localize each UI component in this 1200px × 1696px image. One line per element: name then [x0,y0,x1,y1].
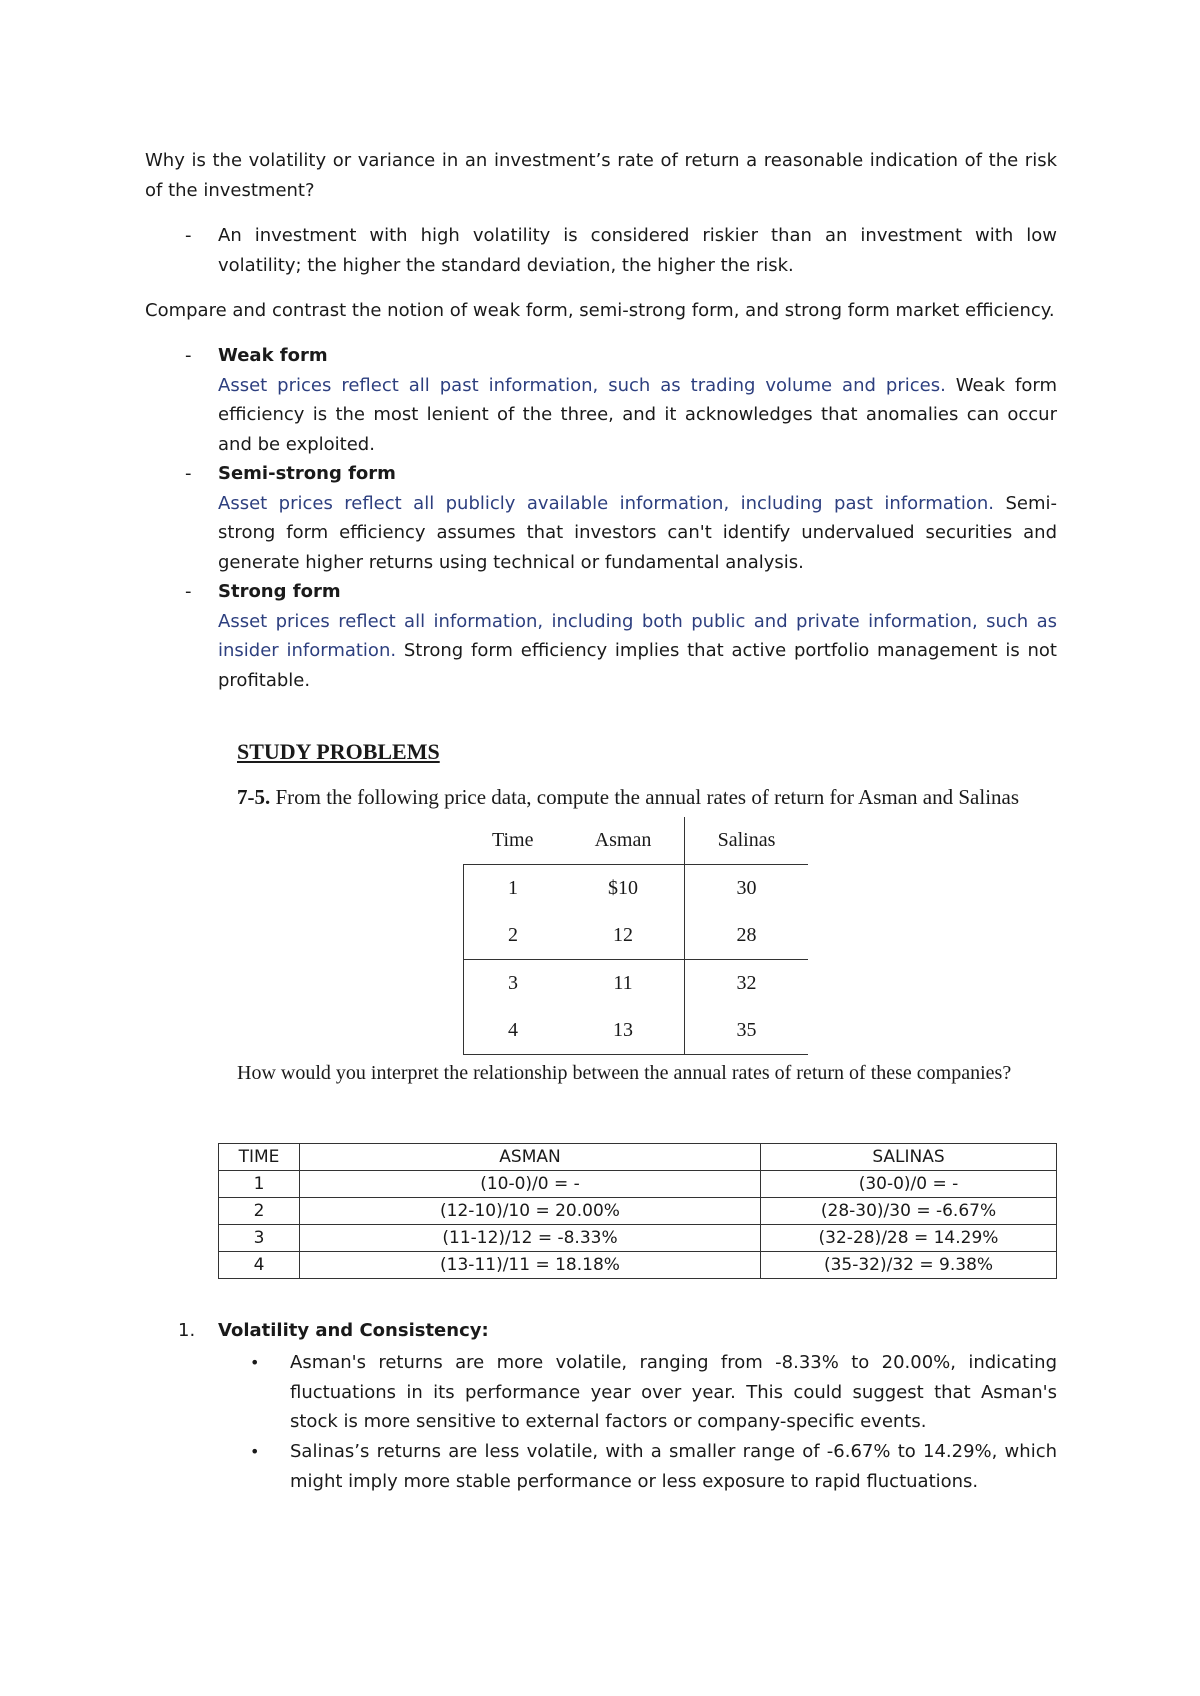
price-cell: $10 [608,877,638,899]
returns-cell: 2 [219,1198,300,1225]
question-market-efficiency: Compare and contrast the notion of weak form, semi-strong form, and strong form market efficiency. [145,300,1055,321]
semi-strong-form-item [218,459,1057,577]
price-cell: 32 [685,960,809,1008]
bullet-marker: • [250,1442,260,1461]
strong-form-text: Strong form efficiency implies that active portfolio management is not profitable. [218,640,1057,691]
price-cell: 13 [562,1007,685,1055]
table-row [219,1252,1057,1279]
dash-marker: - [185,345,192,366]
analysis-bullet-salinas: Salinas’s returns are less volatile, with a smaller range of -6.67% to 14.29%, which might imply more stable performance or less exposure to rapid fluctuations. [290,1441,1057,1492]
returns-cell: (13-11)/11 = 18.18% [300,1252,761,1279]
list-number: 1. [178,1320,196,1341]
returns-cell: 4 [219,1252,300,1279]
weak-form-heading: Weak form [218,345,328,366]
price-cell: 2 [464,912,563,960]
returns-cell: (32-28)/28 = 14.29% [761,1225,1057,1252]
price-cell: 4 [464,1007,563,1055]
price-cell: 3 [464,960,563,1008]
price-data-table [463,817,808,1055]
table-row [464,817,809,865]
semi-strong-form-heading: Semi-strong form [218,463,396,484]
returns-cell: (28-30)/30 = -6.67% [761,1198,1057,1225]
question-volatility: Why is the volatility or variance in an investment’s rate of return a reasonable indication of the risk of the investment? [145,150,1057,201]
semi-strong-form-highlight: Asset prices reflect all publicly available information, including past information. [218,492,995,514]
weak-form-highlight: Asset prices reflect all past information, such as trading volume and prices. [218,374,946,396]
returns-header-asman: ASMAN [300,1144,761,1171]
table-row [219,1171,1057,1198]
answer-volatility: An investment with high volatility is considered riskier than an investment with low volatility; the higher the standard deviation, the higher the risk. [218,225,1057,276]
table-row [464,1007,809,1055]
price-header-asman: Asman [562,817,685,865]
returns-cell: (30-0)/0 = - [761,1171,1057,1198]
table-row [464,865,809,913]
returns-table [218,1143,1057,1279]
returns-header-time: TIME [219,1144,300,1171]
price-cell: 12 [562,912,685,960]
price-header-time: Time [464,817,563,865]
returns-cell: (35-32)/32 = 9.38% [761,1252,1057,1279]
table-row [219,1225,1057,1252]
table-row [464,960,809,1008]
table-row [464,912,809,960]
returns-cell: (12-10)/10 = 20.00% [300,1198,761,1225]
follow-up-question: How would you interpret the relationship between the annual rates of return of these companies? [237,1062,1012,1084]
price-cell: 28 [685,912,809,960]
analysis-heading: Volatility and Consistency: [218,1320,489,1341]
strong-form-item [218,577,1057,695]
strong-form-heading: Strong form [218,581,341,602]
dash-marker: - [185,463,192,484]
analysis-bullet-asman: Asman's returns are more volatile, ranging from -8.33% to 20.00%, indicating fluctuations in its performance year over year. This could suggest that Asman's stock is more sensitive to external factors or company-specific events. [290,1352,1057,1432]
study-problems-title: STUDY PROBLEMS [237,739,440,764]
price-header-salinas: Salinas [685,817,809,865]
dash-marker: - [185,225,192,246]
semi-strong-form-text: Semi-strong form efficiency assumes that investors can't identify undervalued securities and generate higher returns using technical or fundamental analysis. [218,492,1057,573]
price-cell: 30 [685,865,809,913]
returns-cell: 3 [219,1225,300,1252]
strong-form-highlight: Asset prices reflect all information, including both public and private information, such as insider information. [218,610,1057,661]
problem-number: 7-5. [237,785,271,809]
dash-marker: - [185,581,192,602]
table-row [219,1198,1057,1225]
bullet-marker: • [250,1353,260,1372]
problem-statement [237,785,1019,810]
returns-header-salinas: SALINAS [761,1144,1057,1171]
problem-text: From the following price data, compute the annual rates of return for Asman and Salinas [270,785,1020,809]
price-cell: 35 [685,1007,809,1055]
weak-form-text: Weak form efficiency is the most lenient of the three, and it acknowledges that anomalies can occur and be exploited. [218,374,1057,455]
returns-cell: (10-0)/0 = - [300,1171,761,1198]
returns-cell: 1 [219,1171,300,1198]
price-cell: 1 [464,865,563,913]
price-cell: 11 [613,972,633,994]
weak-form-item [218,341,1057,459]
returns-cell: (11-12)/12 = -8.33% [300,1225,761,1252]
table-row [219,1144,1057,1171]
